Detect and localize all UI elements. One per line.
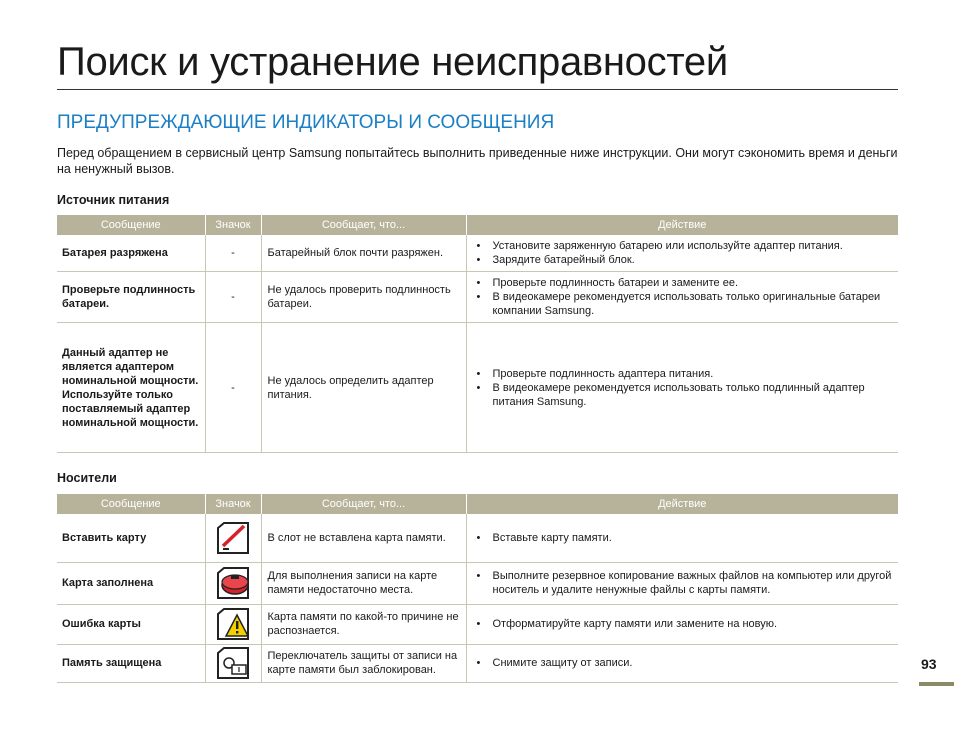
action-item: • Отформатируйте карту памяти или замените на новую. bbox=[473, 617, 893, 631]
card-full-icon bbox=[215, 567, 251, 599]
action-item: • Вставьте карту памяти. bbox=[473, 531, 893, 545]
action-item: • Проверьте подлинность батареи и замените ее. bbox=[473, 276, 893, 290]
column-header-icon: Значок bbox=[205, 215, 261, 235]
row-action bbox=[466, 644, 898, 682]
table-row bbox=[57, 562, 898, 604]
row-icon: - bbox=[205, 323, 261, 453]
action-item: • Проверьте подлинность адаптера питания. bbox=[473, 367, 893, 381]
row-message: Данный адаптер не является адаптером номинальной мощности. Используйте только поставляемый адаптер номинальной мощности. bbox=[57, 323, 205, 453]
action-item: • Снимите защиту от записи. bbox=[473, 656, 893, 670]
power-table-header bbox=[57, 215, 898, 235]
section-title: ПРЕДУПРЕЖДАЮЩИЕ ИНДИКАТОРЫ И СООБЩЕНИЯ bbox=[57, 112, 555, 133]
column-header-icon: Значок bbox=[205, 494, 261, 514]
column-header-message: Сообщение bbox=[57, 494, 205, 514]
column-header-means: Сообщает, что... bbox=[261, 215, 466, 235]
column-header-action: Действие bbox=[466, 215, 898, 235]
row-action bbox=[466, 562, 898, 604]
media-table bbox=[57, 494, 898, 683]
action-item: • Установите заряженную батарею или используйте адаптер питания. bbox=[473, 239, 893, 253]
column-header-means: Сообщает, что... bbox=[261, 494, 466, 514]
page-title: Поиск и устранение неисправностей bbox=[57, 40, 728, 84]
action-item: • В видеокамере рекомендуется использовать только подлинный адаптер питания Samsung. bbox=[473, 381, 893, 409]
table-row bbox=[57, 514, 898, 562]
row-means: Батарейный блок почти разряжен. bbox=[261, 235, 466, 272]
column-header-action: Действие bbox=[466, 494, 898, 514]
row-means: Не удалось определить адаптер питания. bbox=[261, 323, 466, 453]
table-row bbox=[57, 272, 898, 323]
page-number: 93 bbox=[921, 656, 937, 672]
power-section-heading: Источник питания bbox=[57, 193, 170, 207]
table-row bbox=[57, 323, 898, 453]
row-message: Карта заполнена bbox=[57, 562, 205, 604]
power-table bbox=[57, 215, 898, 453]
no-card-icon bbox=[215, 522, 251, 554]
row-action bbox=[466, 272, 898, 323]
title-divider bbox=[57, 89, 898, 90]
row-icon: - bbox=[205, 235, 261, 272]
row-message: Память защищена bbox=[57, 644, 205, 682]
card-locked-icon bbox=[215, 647, 251, 679]
row-icon: - bbox=[205, 272, 261, 323]
table-row bbox=[57, 235, 898, 272]
row-message: Проверьте подлинность батареи. bbox=[57, 272, 205, 323]
media-table-header bbox=[57, 494, 898, 514]
action-item: • Выполните резервное копирование важных файлов на компьютер или другой носитель и удалите ненужные файлы с карты памяти. bbox=[473, 569, 893, 597]
row-action bbox=[466, 235, 898, 272]
row-message: Ошибка карты bbox=[57, 604, 205, 644]
table-row bbox=[57, 604, 898, 644]
row-action bbox=[466, 514, 898, 562]
action-item: • В видеокамере рекомендуется использовать только оригинальные батареи компании Samsung. bbox=[473, 290, 893, 318]
row-means: В слот не вставлена карта памяти. bbox=[261, 514, 466, 562]
media-section-heading: Носители bbox=[57, 471, 117, 485]
card-error-icon bbox=[215, 608, 251, 640]
page-number-bar bbox=[919, 682, 954, 686]
table-row bbox=[57, 644, 898, 682]
column-header-message: Сообщение bbox=[57, 215, 205, 235]
row-message: Вставить карту bbox=[57, 514, 205, 562]
row-means: Переключатель защиты от записи на карте памяти был заблокирован. bbox=[261, 644, 466, 682]
intro-paragraph: Перед обращением в сервисный центр Samsung попытайтесь выполнить приведенные ниже инструкции. Они могут сэкономить время и деньги на ненужный вызов. bbox=[57, 146, 898, 176]
row-action bbox=[466, 604, 898, 644]
row-message: Батарея разряжена bbox=[57, 235, 205, 272]
action-item: • Зарядите батарейный блок. bbox=[473, 253, 893, 267]
row-means: Карта памяти по какой-то причине не распознается. bbox=[261, 604, 466, 644]
row-action bbox=[466, 323, 898, 453]
row-means: Для выполнения записи на карте памяти недостаточно места. bbox=[261, 562, 466, 604]
row-means: Не удалось проверить подлинность батареи. bbox=[261, 272, 466, 323]
